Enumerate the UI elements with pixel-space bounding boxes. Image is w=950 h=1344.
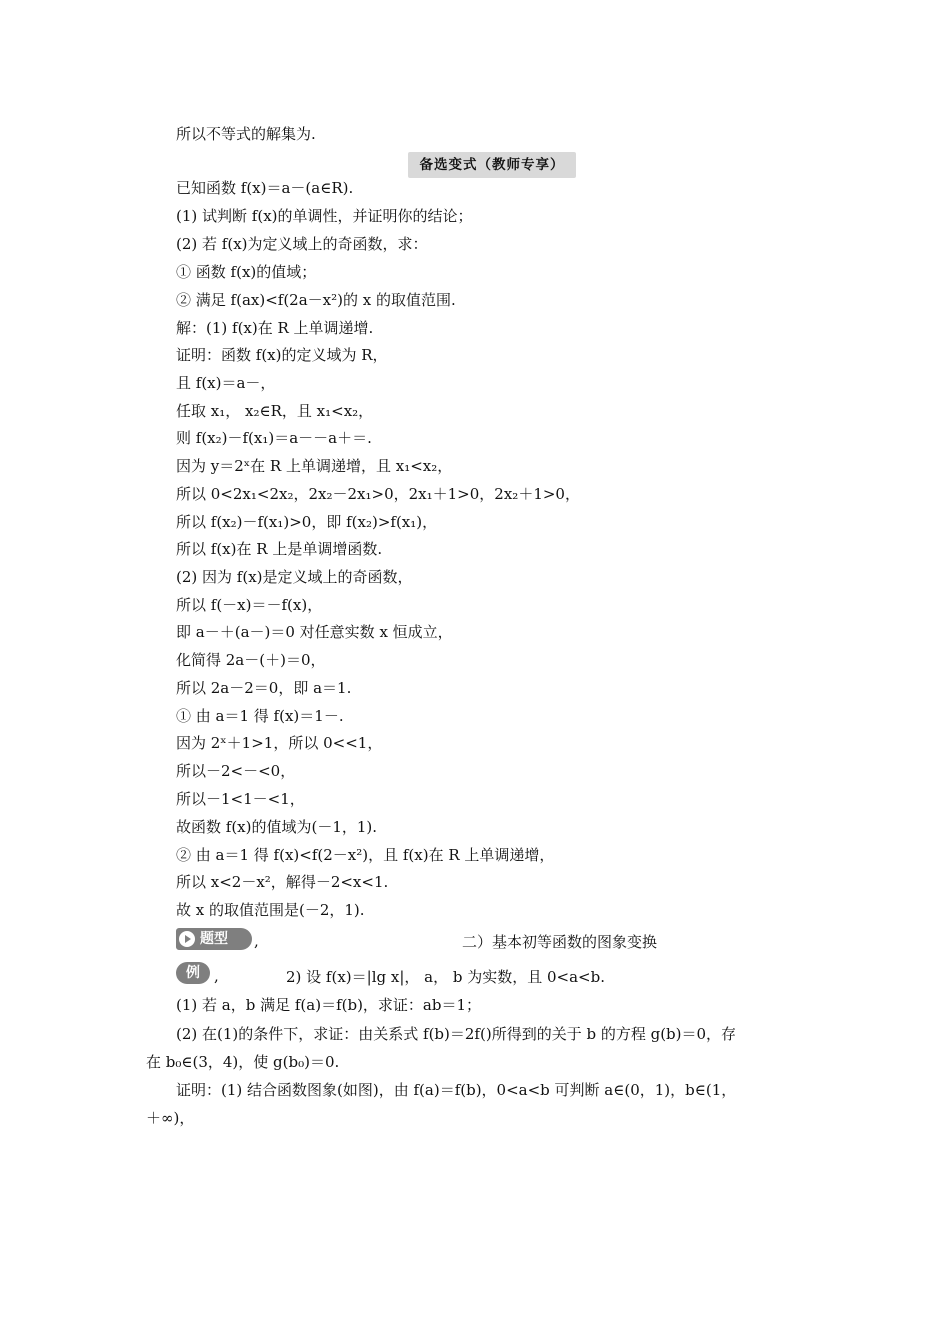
text-line: 所以 2a－2＝0，即 a＝1. <box>176 679 352 697</box>
text-line: 已知函数 f(x)＝a－(a∈R). <box>176 179 354 197</box>
text-line: 所以 f(x)在 R 上是单调增函数. <box>176 540 383 558</box>
text-line: (2) 在(1)的条件下，求证：由关系式 f(b)＝2f()所得到的关于 b 的方程 g(b)＝0，存 <box>176 1025 737 1043</box>
text-line: (2) 若 f(x)为定义域上的奇函数，求： <box>176 235 428 253</box>
section-banner: 备选变式（教师专享） <box>408 152 576 178</box>
example-tag: 例 <box>176 962 210 984</box>
text-line: 所以－2<－<0， <box>176 762 296 780</box>
text-line: 证明：(1) 结合函数图象(如图)，由 f(a)＝f(b)，0<a<b 可判断 a∈(0，1)，b∈(1， <box>176 1081 737 1099</box>
text-line: 所以－1<1－<1， <box>176 790 305 808</box>
text-line: ② 满足 f(ax)<f(2a－x²)的 x 的取值范围. <box>176 291 456 309</box>
text-line: ＋∞)， <box>146 1109 195 1127</box>
text-line: 因为 2ˣ＋1>1，所以 0<<1， <box>176 734 383 752</box>
text-line: 所以不等式的解集为. <box>176 125 316 143</box>
text-line: ② 由 a＝1 得 f(x)<f(2－x²)，且 f(x)在 R 上单调递增， <box>176 846 555 864</box>
text-line: 即 a－＋(a－)＝0 对任意实数 x 恒成立， <box>176 623 453 641</box>
text-line: (2) 因为 f(x)是定义域上的奇函数， <box>176 568 413 586</box>
text-line: 因为 y＝2ˣ在 R 上单调递增，且 x₁<x₂， <box>176 457 453 475</box>
question-type-comma: , <box>254 932 259 950</box>
text-line: 所以 0<2x₁<2x₂，2x₂－2x₁>0，2x₁＋1>0，2x₂＋1>0， <box>176 485 580 503</box>
text-line: (1) 试判断 f(x)的单调性，并证明你的结论； <box>176 207 473 225</box>
question-type-label: 题型 <box>200 931 228 947</box>
text-line: 所以 x<2－x²，解得－2<x<1. <box>176 873 389 891</box>
text-line: 且 f(x)＝a－， <box>176 374 276 392</box>
example-text: 2) 设 f(x)＝|lg x|， a， b 为实数，且 0<a<b. <box>286 968 605 986</box>
text-line: 所以 f(x₂)－f(x₁)>0，即 f(x₂)>f(x₁)， <box>176 513 438 531</box>
text-line: 故 x 的取值范围是(－2，1). <box>176 901 365 919</box>
example-comma: , <box>214 967 219 985</box>
text-line: ① 函数 f(x)的值域； <box>176 263 317 281</box>
text-line: 任取 x₁， x₂∈R，且 x₁<x₂， <box>176 402 374 420</box>
text-line: 则 f(x₂)－f(x₁)＝a－－a＋＝. <box>176 429 372 447</box>
text-line: 化简得 2a－(＋)＝0， <box>176 651 326 669</box>
text-line: 在 b₀∈(3，4)，使 g(b₀)＝0. <box>146 1053 340 1071</box>
text-line: 解：(1) f(x)在 R 上单调递增. <box>176 319 374 337</box>
text-line: 故函数 f(x)的值域为(－1，1). <box>176 818 378 836</box>
text-line: ① 由 a＝1 得 f(x)＝1－. <box>176 707 344 725</box>
text-line: (1) 若 a，b 满足 f(a)＝f(b)，求证：ab＝1； <box>176 996 482 1014</box>
text-line: 所以 f(－x)＝－f(x)， <box>176 596 323 614</box>
play-arrow-icon <box>179 931 195 947</box>
text-line: 证明：函数 f(x)的定义域为 R， <box>176 346 388 364</box>
section-title: 二）基本初等函数的图象变换 <box>462 933 658 951</box>
question-type-tag <box>176 928 252 950</box>
